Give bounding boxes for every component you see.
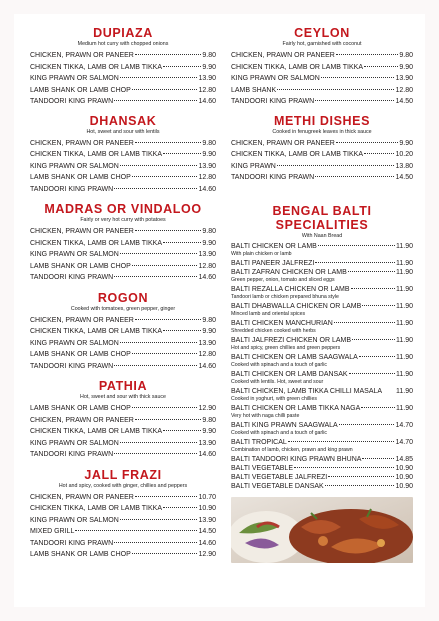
- menu-item: [231, 85, 413, 97]
- item-price: 9.80: [202, 228, 216, 235]
- menu-item: [231, 353, 413, 362]
- menu-item: [30, 50, 216, 62]
- item-price: 14.50: [395, 174, 413, 181]
- dot-leader: [334, 322, 395, 323]
- dot-leader: [135, 419, 202, 420]
- item-name: TANDOORI KING PRAWN: [30, 185, 114, 193]
- menu-item: [30, 403, 216, 415]
- item-price: 14.70: [395, 421, 413, 429]
- item-name: CHICKEN, PRAWN OR PANEER: [231, 52, 335, 59]
- item-price: 9.90: [399, 139, 413, 147]
- menu-item: [231, 96, 413, 108]
- item-price: 14.70: [395, 438, 413, 446]
- section-title-line1: BENGAL BALTI: [272, 203, 372, 218]
- item-name: KING PRAWN OR SALMON: [30, 251, 119, 258]
- item-price: 9.90: [202, 428, 216, 435]
- dot-leader: [75, 530, 197, 531]
- dot-leader: [114, 542, 197, 543]
- menu-item: [30, 96, 216, 108]
- right-column: [231, 14, 413, 563]
- item-name: LAMB SHANK OR LAMB CHOP: [30, 551, 131, 558]
- menu-item: [231, 149, 413, 161]
- section-description: Hot and spicy, cooked with ginger, chillies and peppers: [58, 482, 188, 489]
- item-name: TANDOORI KING PRAWN: [30, 451, 114, 458]
- item-price: 14.60: [198, 274, 216, 281]
- dot-leader: [132, 265, 198, 266]
- dot-leader: [328, 476, 394, 477]
- menu-item: [231, 464, 413, 473]
- section-title: CEYLON: [294, 26, 350, 40]
- menu-item: [231, 259, 413, 268]
- food-photo: [231, 497, 413, 563]
- menu-item: [231, 404, 413, 413]
- section-title: JALL FRAZI: [84, 467, 162, 482]
- dot-leader: [318, 245, 395, 246]
- item-description: Combination of lamb, chicken, prawn and king prawn: [231, 446, 353, 453]
- item-name: BALTI CHICKEN OR LAMB TIKKA NAGA: [231, 404, 361, 412]
- dot-leader: [364, 66, 398, 67]
- item-price: 10.90: [395, 464, 413, 472]
- item-name: LAMB SHANK OR LAMB CHOP: [30, 262, 131, 270]
- item-name: TANDOORI KING PRAWN: [231, 98, 315, 105]
- dot-leader: [351, 288, 395, 289]
- item-price: 11.90: [396, 387, 413, 395]
- item-name: BALTI CHICKEN OR LAMB DANSAK: [231, 370, 348, 378]
- dot-leader: [336, 54, 399, 55]
- dot-leader: [132, 89, 198, 90]
- item-name: BALTI TANDOORI KING PRAWN BHUNA: [231, 455, 362, 463]
- dot-leader: [325, 485, 395, 486]
- menu-item: [30, 326, 216, 338]
- item-name: LAMB SHANK OR LAMB CHOP: [30, 405, 131, 412]
- dot-leader: [315, 176, 394, 177]
- dot-leader: [359, 356, 395, 357]
- item-name: KING PRAWN OR SALMON: [30, 339, 119, 347]
- item-description: Minced lamb and oriental spices: [231, 310, 306, 317]
- menu-item: [231, 387, 413, 396]
- item-name: CHICKEN TIKKA, LAMB OR LAMB TIKKA: [30, 505, 162, 512]
- item-price: 10.70: [198, 493, 216, 501]
- item-name: KING PRAWN OR SALMON: [231, 75, 320, 82]
- section-description: Cooked in fenugreek leaves in thick sauce: [272, 128, 372, 135]
- item-name: BALTI VEGETABLE JALFREZI: [231, 473, 328, 481]
- dot-leader: [120, 77, 198, 78]
- menu-item: [30, 62, 216, 74]
- menu-item: [30, 503, 216, 515]
- dot-leader: [132, 353, 198, 354]
- menu-item: [231, 302, 413, 311]
- menu-item: [30, 73, 216, 85]
- item-price: 11.90: [396, 336, 413, 344]
- dot-leader: [294, 467, 394, 468]
- item-price: 12.80: [198, 174, 216, 181]
- item-price: 11.90: [396, 259, 413, 267]
- dot-leader: [163, 430, 201, 431]
- item-name: CHICKEN TIKKA, LAMB OR LAMB TIKKA: [231, 63, 363, 71]
- item-description: Very hot with naga chilli paste: [231, 412, 300, 419]
- item-price: 9.90: [399, 63, 413, 71]
- dot-leader: [163, 507, 197, 508]
- menu-item: [30, 349, 216, 361]
- menu-item: [30, 249, 216, 261]
- dot-leader: [132, 553, 198, 554]
- item-price: 11.90: [396, 285, 413, 293]
- item-price: 12.80: [198, 262, 216, 270]
- menu-page: [14, 14, 425, 607]
- item-price: 13.90: [395, 75, 413, 82]
- section-title: PATHIA: [98, 379, 148, 393]
- menu-item: [30, 492, 216, 504]
- menu-item: [30, 426, 216, 438]
- item-price: 13.90: [198, 439, 216, 447]
- dot-leader: [120, 165, 198, 166]
- item-name: BALTI DHABWALLA CHICKEN OR LAMB: [231, 302, 362, 310]
- dot-leader: [277, 89, 394, 90]
- menu-item: [231, 73, 413, 85]
- menu-item: [30, 338, 216, 350]
- menu-section: [30, 114, 216, 196]
- dot-leader: [364, 153, 394, 154]
- item-name: KING PRAWN OR SALMON: [30, 439, 119, 447]
- section-title: METHI DISHES: [273, 113, 371, 128]
- item-price: 12.80: [198, 351, 216, 358]
- dot-leader: [163, 330, 201, 331]
- item-name: CHICKEN, PRAWN OR PANEER: [30, 52, 134, 59]
- item-price: 10.90: [198, 505, 216, 512]
- item-price: 13.90: [198, 162, 216, 170]
- menu-item: [30, 261, 216, 273]
- dot-leader: [135, 54, 202, 55]
- menu-item: [30, 526, 216, 538]
- item-name: CHICKEN TIKKA, LAMB OR LAMB TIKKA: [30, 63, 162, 71]
- item-price: 9.80: [202, 139, 216, 147]
- item-price: 9.90: [202, 239, 216, 247]
- item-price: 12.80: [395, 86, 413, 94]
- dot-leader: [339, 424, 395, 425]
- item-name: CHICKEN, PRAWN OR PANEER: [231, 139, 335, 147]
- item-price: 11.90: [396, 242, 413, 250]
- menu-item: [30, 549, 216, 561]
- menu-section: [30, 202, 216, 284]
- item-name: LAMB SHANK OR LAMB CHOP: [30, 174, 131, 181]
- item-name: BALTI CHICKEN OR LAMB: [231, 242, 317, 250]
- menu-item: [30, 85, 216, 97]
- menu-item: [231, 482, 413, 491]
- item-price: 14.60: [198, 539, 216, 547]
- menu-section: [30, 468, 216, 561]
- menu-item: [231, 336, 413, 345]
- item-name: MIXED GRILL: [30, 528, 75, 535]
- item-name: BALTI TROPICAL: [231, 438, 287, 446]
- dot-leader: [348, 271, 395, 272]
- dot-leader: [120, 253, 198, 254]
- dot-leader: [315, 262, 395, 263]
- menu-item: [30, 226, 216, 238]
- dot-leader: [163, 153, 201, 154]
- item-price: 9.80: [399, 52, 413, 59]
- item-name: CHICKEN, PRAWN OR PANEER: [30, 416, 134, 424]
- menu-section: [30, 291, 216, 373]
- menu-item: [231, 421, 413, 430]
- menu-item: [30, 161, 216, 173]
- menu-item: [30, 438, 216, 450]
- item-price: 9.90: [202, 151, 216, 158]
- item-description: Cooked with spinach and a touch of garlic: [231, 361, 328, 368]
- item-price: 13.90: [198, 251, 216, 258]
- item-price: 13.90: [198, 339, 216, 347]
- item-price: 14.60: [198, 451, 216, 458]
- item-name: KING PRAWN OR SALMON: [30, 75, 119, 82]
- item-price: 9.80: [202, 416, 216, 424]
- dot-leader: [114, 453, 197, 454]
- menu-item: [231, 268, 413, 277]
- dot-leader: [315, 100, 394, 101]
- menu-section: [30, 26, 216, 108]
- item-description: Cooked in yoghurt, with green chillies: [231, 395, 317, 402]
- item-price: 10.90: [395, 473, 413, 481]
- menu-item: [231, 50, 413, 62]
- item-price: 13.90: [198, 516, 216, 524]
- menu-item: [231, 138, 413, 150]
- dot-leader: [361, 407, 395, 408]
- item-description: Shredded chicken cooked with herbs: [231, 327, 316, 334]
- menu-item: [30, 138, 216, 150]
- item-price: 10.20: [395, 151, 413, 158]
- item-name: KING PRAWN OR SALMON: [30, 516, 119, 524]
- item-name: LAMB SHANK OR LAMB CHOP: [30, 86, 131, 94]
- dot-leader: [349, 373, 395, 374]
- item-price: 9.90: [202, 63, 216, 71]
- item-name: CHICKEN TIKKA, LAMB OR LAMB TIKKA: [30, 428, 162, 435]
- item-name: BALTI CHICKEN OR LAMB SAAGWALA: [231, 353, 358, 361]
- dot-leader: [135, 319, 202, 320]
- item-name: BALTI ZAFRAN CHICKEN OR LAMB: [231, 268, 347, 276]
- dot-leader: [336, 142, 399, 143]
- item-name: CHICKEN TIKKA, LAMB OR LAMB TIKKA: [30, 328, 162, 335]
- item-name: BALTI PANEER JALFREZI: [231, 259, 315, 267]
- item-description: Green pepper, onion, tomato and sliced eggs: [231, 276, 335, 283]
- dot-leader: [288, 441, 395, 442]
- item-price: 12.90: [198, 405, 216, 412]
- item-name: CHICKEN TIKKA, LAMB OR LAMB TIKKA: [231, 151, 363, 158]
- item-name: CHICKEN, PRAWN OR PANEER: [30, 316, 134, 324]
- left-column: [30, 14, 216, 561]
- dot-leader: [321, 77, 395, 78]
- section-description: Hot, sweet and sour with lentils: [86, 128, 160, 135]
- section-title: DHANSAK: [89, 113, 157, 128]
- item-price: 9.80: [202, 52, 216, 59]
- menu-item: [231, 319, 413, 328]
- dot-leader: [135, 230, 202, 231]
- item-name: BALTI CHICKEN MANCHURIAN: [231, 319, 333, 327]
- item-price: 12.90: [198, 551, 216, 558]
- item-price: 9.90: [202, 328, 216, 335]
- item-name: TANDOORI KING PRAWN: [231, 174, 315, 181]
- section-description: With Naan Bread: [301, 232, 343, 239]
- item-price: 11.90: [396, 353, 413, 361]
- menu-item: [30, 272, 216, 284]
- item-description: With plain chicken or lamb: [231, 250, 292, 257]
- menu-item: [30, 538, 216, 550]
- item-name: LAMB SHANK: [231, 86, 277, 94]
- item-price: 12.80: [198, 86, 216, 94]
- menu-item: [231, 370, 413, 379]
- section-title: ROGON: [97, 290, 149, 305]
- item-name: TANDOORI KING PRAWN: [30, 539, 114, 547]
- item-name: KING PRAWN: [231, 162, 276, 170]
- dot-leader: [362, 305, 395, 306]
- dot-leader: [352, 339, 395, 340]
- dot-leader: [120, 342, 198, 343]
- item-price: 14.50: [395, 98, 413, 105]
- menu-item: [30, 184, 216, 196]
- menu-item: [231, 62, 413, 74]
- item-price: 14.60: [198, 362, 216, 370]
- item-name: BALTI VEGETABLE DANSAK: [231, 482, 324, 490]
- menu-item: [231, 473, 413, 482]
- item-description: Cooked with lentils. Hot, sweet and sour: [231, 378, 324, 385]
- item-price: 11.90: [396, 404, 413, 412]
- menu-item: [30, 449, 216, 461]
- item-price: 10.90: [395, 482, 413, 490]
- menu-item: [30, 361, 216, 373]
- item-price: 11.90: [396, 319, 413, 327]
- item-price: 14.60: [198, 98, 216, 105]
- menu-item: [30, 238, 216, 250]
- item-description: Cooked with spinach and a touch of garlic: [231, 429, 328, 436]
- dot-leader: [277, 165, 395, 166]
- item-name: BALTI VEGETABLE: [231, 464, 293, 472]
- menu-item: [231, 455, 413, 464]
- menu-item: [30, 172, 216, 184]
- menu-item: [30, 515, 216, 527]
- section-description: Hot, sweet and sour with thick sauce: [80, 394, 166, 400]
- menu-section: [30, 379, 216, 461]
- item-name: KING PRAWN OR SALMON: [30, 162, 119, 170]
- dot-leader: [163, 66, 201, 67]
- dot-leader: [114, 365, 197, 366]
- item-description: Hot and spicy, green chillies and green peppers: [231, 344, 341, 351]
- item-name: BALTI KING PRAWN SAAGWALA: [231, 421, 338, 429]
- section-description: Fairly hot, garnished with coconut: [282, 41, 362, 47]
- menu-section: [231, 26, 413, 108]
- dot-leader: [132, 176, 198, 177]
- menu-item: [231, 438, 413, 447]
- item-name: CHICKEN, PRAWN OR PANEER: [30, 493, 134, 501]
- item-name: CHICKEN TIKKA, LAMB OR LAMB TIKKA: [30, 239, 162, 247]
- section-description: Fairly or very hot curry with potatoes: [80, 217, 166, 223]
- dot-leader: [114, 188, 197, 189]
- dot-leader: [163, 242, 201, 243]
- item-price: 13.80: [395, 162, 413, 170]
- item-name: BALTI REZALLA CHICKEN OR LAMB: [231, 285, 350, 293]
- section-description: Cooked with tomatoes, green pepper, ginger: [70, 305, 176, 312]
- item-name: CHICKEN, PRAWN OR PANEER: [30, 139, 134, 147]
- dot-leader: [114, 100, 197, 101]
- item-name: LAMB SHANK OR LAMB CHOP: [30, 351, 131, 358]
- menu-item: [30, 415, 216, 427]
- menu-item: [231, 242, 413, 251]
- dot-leader: [132, 407, 198, 408]
- balti-section: [231, 204, 413, 491]
- item-name: BALTI CHICKEN, LAMB TIKKA CHILLI MASALA: [231, 387, 383, 395]
- item-price: 11.90: [396, 268, 413, 276]
- menu-item: [231, 285, 413, 294]
- menu-section: [231, 114, 413, 184]
- item-price: 9.80: [202, 316, 216, 324]
- item-name: TANDOORI KING PRAWN: [30, 362, 114, 370]
- item-price: 14.50: [198, 528, 216, 535]
- item-name: CHICKEN TIKKA, LAMB OR LAMB TIKKA: [30, 151, 162, 158]
- section-title: DUPIAZA: [93, 26, 153, 40]
- section-description: Medium hot curry with chopped onions: [77, 41, 169, 47]
- menu-item: [30, 149, 216, 161]
- section-title: MADRAS OR VINDALOO: [44, 202, 202, 216]
- item-description: Tandoori lamb or chicken prepared bhuna style: [231, 293, 339, 300]
- item-name: CHICKEN, PRAWN OR PANEER: [30, 228, 134, 235]
- menu-item: [231, 161, 413, 173]
- item-price: 13.90: [198, 75, 216, 82]
- item-price: 14.85: [395, 455, 413, 463]
- menu-item: [30, 315, 216, 327]
- item-price: 11.90: [396, 370, 413, 378]
- item-name: TANDOORI KING PRAWN: [30, 98, 114, 105]
- dot-leader: [120, 519, 198, 520]
- dot-leader: [362, 458, 394, 459]
- section-title-line2: SPECIALITIES: [275, 217, 369, 232]
- dot-leader: [135, 142, 202, 143]
- item-name: BALTI JALFREZI CHICKEN OR LAMB: [231, 336, 352, 344]
- item-name: TANDOORI KING PRAWN: [30, 274, 114, 281]
- dot-leader: [114, 276, 197, 277]
- dot-leader: [120, 442, 198, 443]
- item-price: 14.60: [198, 185, 216, 193]
- dot-leader: [135, 496, 198, 497]
- menu-item: [231, 172, 413, 184]
- item-price: 11.90: [396, 302, 413, 310]
